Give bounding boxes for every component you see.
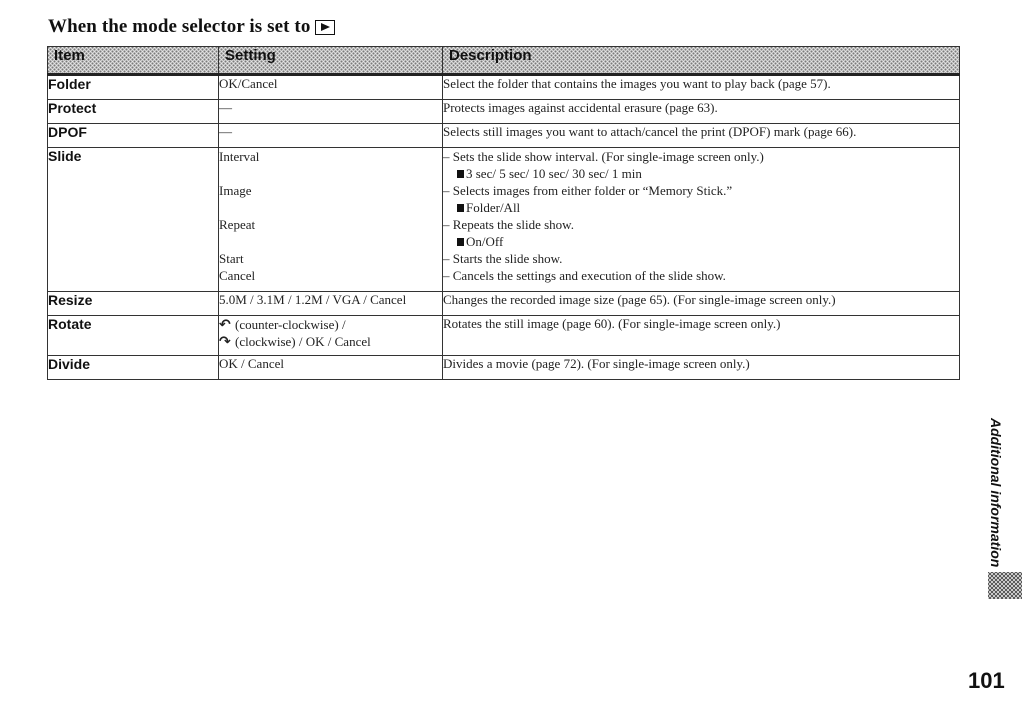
rotate-clockwise-icon: ↷ <box>219 334 231 350</box>
setting-divide: OK / Cancel <box>219 356 443 380</box>
slide-desc-image: – Selects images from either folder or “Memory Stick.” <box>443 183 733 198</box>
table-row-folder <box>48 75 960 100</box>
slide-interval-options: 3 sec/ 5 sec/ 10 sec/ 30 sec/ 1 min <box>443 165 959 182</box>
description-protect: Protects images against accidental erasure (page 63). <box>443 100 960 124</box>
slide-repeat-options: On/Off <box>443 233 959 250</box>
setting-protect: — <box>219 100 443 124</box>
setting-resize: 5.0M / 3.1M / 1.2M / VGA / Cancel <box>219 292 443 316</box>
setting-dpof: — <box>219 124 443 148</box>
side-tab-label: Additional information <box>988 418 1004 568</box>
table-header-row <box>48 47 960 75</box>
description-slide <box>443 148 960 292</box>
header-item: Item <box>48 47 219 75</box>
rotate-setting-line1: (counter-clockwise) / <box>235 317 346 332</box>
description-dpof: Selects still images you want to attach/cancel the print (DPOF) mark (page 66). <box>443 124 960 148</box>
setting-rotate <box>219 316 443 356</box>
description-folder: Select the folder that contains the images you want to play back (page 57). <box>443 75 960 100</box>
item-dpof: DPOF <box>48 124 219 148</box>
slide-desc-cancel: – Cancels the settings and execution of the slide show. <box>443 268 726 283</box>
item-protect: Protect <box>48 100 219 124</box>
rotate-counter-clockwise-icon: ↶ <box>219 317 231 333</box>
item-divide: Divide <box>48 356 219 380</box>
bullet-icon <box>457 170 464 178</box>
table-row-rotate <box>48 316 960 356</box>
slide-setting-repeat: Repeat <box>219 217 256 232</box>
table-row-slide <box>48 148 960 292</box>
table-row-dpof <box>48 124 960 148</box>
item-folder: Folder <box>48 75 219 100</box>
slide-desc-start: – Starts the slide show. <box>443 251 563 266</box>
slide-desc-interval: – Sets the slide show interval. (For single-image screen only.) <box>443 149 764 164</box>
playback-mode-icon <box>315 20 335 35</box>
description-resize: Changes the recorded image size (page 65). (For single-image screen only.) <box>443 292 960 316</box>
settings-table <box>47 46 960 380</box>
header-setting: Setting <box>219 47 443 75</box>
bullet-icon <box>457 238 464 246</box>
page-number: 101 <box>968 668 1005 693</box>
side-tab-marker <box>988 572 1022 599</box>
setting-folder: OK/Cancel <box>219 75 443 100</box>
rotate-setting-line2: (clockwise) / OK / Cancel <box>235 334 371 349</box>
page-title <box>48 16 335 38</box>
setting-slide <box>219 148 443 292</box>
item-rotate: Rotate <box>48 316 219 356</box>
bullet-icon <box>457 204 464 212</box>
page-title-text: When the mode selector is set to <box>48 16 311 37</box>
slide-setting-start: Start <box>219 251 244 266</box>
header-description: Description <box>443 47 960 75</box>
slide-desc-repeat: – Repeats the slide show. <box>443 217 574 232</box>
slide-image-options: Folder/All <box>443 199 959 216</box>
slide-setting-cancel: Cancel <box>219 268 256 283</box>
slide-setting-interval: Interval <box>219 149 260 164</box>
table-row-protect <box>48 100 960 124</box>
item-slide: Slide <box>48 148 219 292</box>
description-divide: Divides a movie (page 72). (For single-image screen only.) <box>443 356 960 380</box>
slide-setting-image: Image <box>219 183 252 198</box>
table-row-divide <box>48 356 960 380</box>
description-rotate: Rotates the still image (page 60). (For single-image screen only.) <box>443 316 960 356</box>
table-row-resize <box>48 292 960 316</box>
item-resize: Resize <box>48 292 219 316</box>
